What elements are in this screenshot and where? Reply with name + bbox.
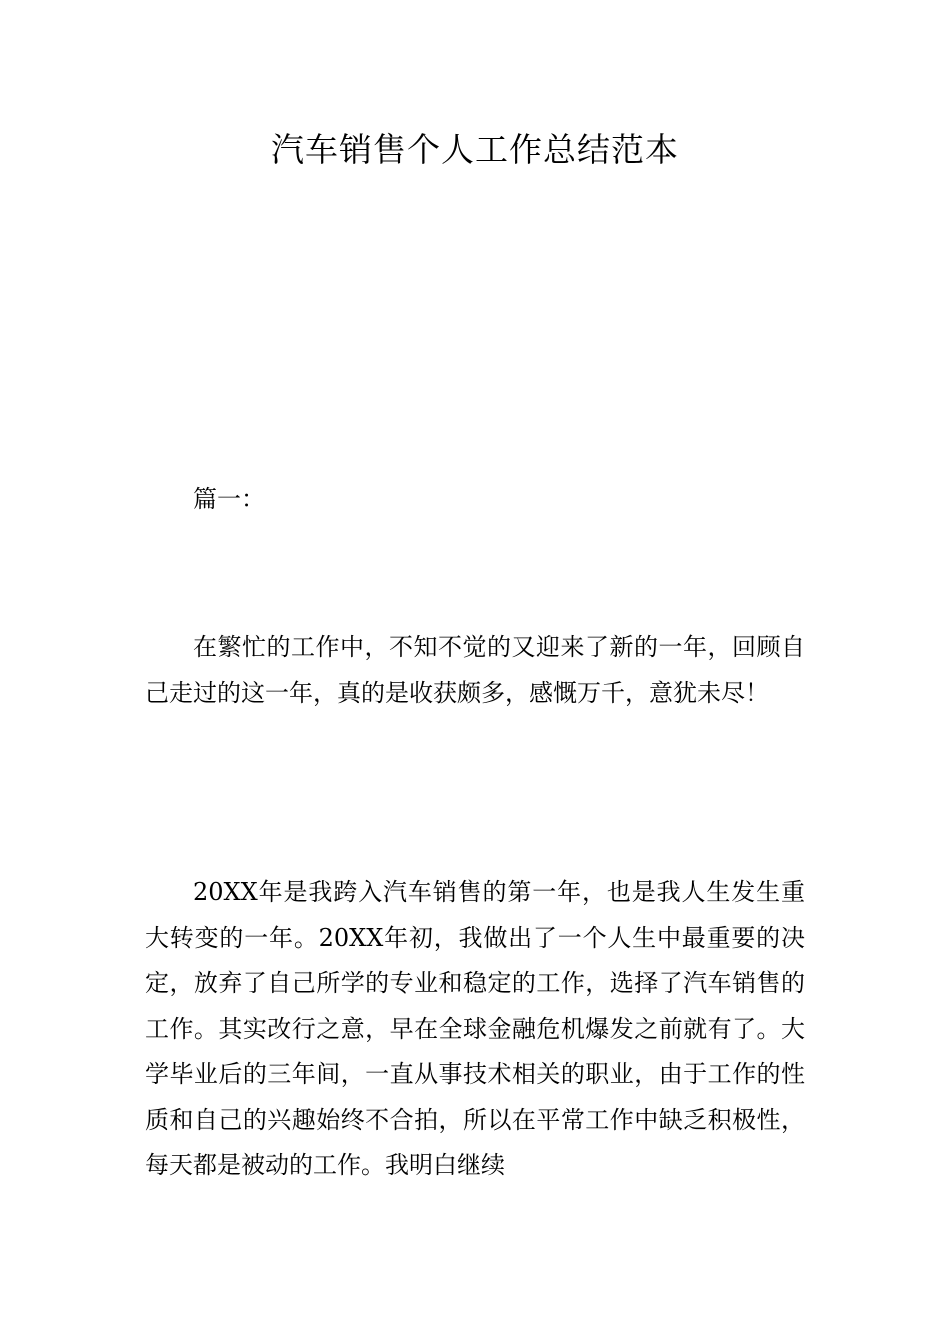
paragraph-2: 20XX年是我跨入汽车销售的第一年，也是我人生发生重大转变的一年。20XX年初，我做出了一个人生中最重要的决定，放弃了自己所学的专业和稳定的工作，选择了汽车销售的工作。其实改行之意，早在全球金融危机爆发之前就有了。大学毕业后的三年间，一直从事技术相关的职业，由于工作的性质和自己的兴趣始终不合拍，所以在平常工作中缺乏积极性，每天都是被动的工作。我明白继续 — [145, 878, 805, 1179]
section-label: 篇一： — [193, 485, 265, 513]
document-title: 汽车销售个人工作总结范本 — [271, 130, 679, 169]
paragraph-1: 在繁忙的工作中，不知不觉的又迎来了新的一年，回顾自己走过的这一年，真的是收获颇多，感慨万千，意犹未尽！ — [145, 633, 805, 707]
